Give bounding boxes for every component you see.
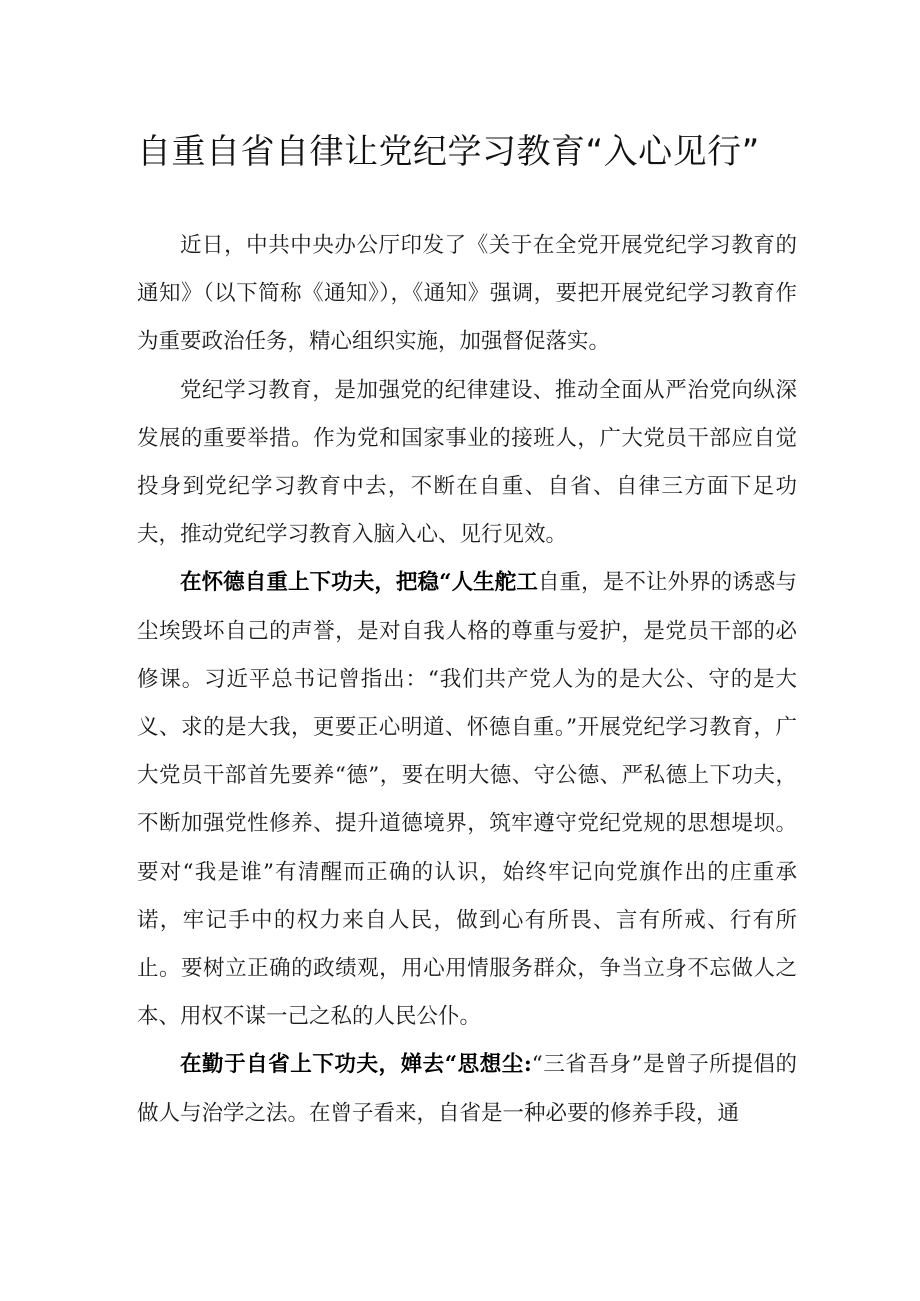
paragraph-2 xyxy=(137,367,797,560)
paragraph-text: 党纪学习教育，是加强党的纪律建设、推动全面从严治党向纵深发展的重要举措。作为党和国家事业的接班人，广大党员干部应自觉投身到党纪学习教育中去，不断在自重、自省、自律三方面下足功夫，推动党纪学习教育入脑入心、见行见效。 xyxy=(137,377,797,548)
paragraph-text: 自重，是不让外界的诱惑与尘埃毁坏自己的声誉，是对自我人格的尊重与爱护，是党员干部的必修课。习近平总书记曾指出：“我们共产党人为的是大公、守的是大义、求的是大我，更要正心明道、怀德自重。”开展党纪学习教育，广大党员干部首先要养“德”，要在明大德、守公德、严私德上下功夫，不断加强党性修养、提升道德境界，筑牢遵守党纪党规的思想堤坝。要对“我是谁”有清醒而正确的认识，始终牢记向党旗作出的庄重承诺，牢记手中的权力来自人民，做到心有所畏、言有所戒、行有所止。要树立正确的政绩观，用心用情服务群众，争当立身不忘做人之本、用权不谋一己之私的人民公仆。 xyxy=(137,570,797,1030)
paragraph-lead-heading: 在勤于自省上下功夫，婵去“思想尘: xyxy=(180,1052,532,1078)
paragraph-1 xyxy=(137,222,797,367)
paragraph-lead-heading: 在怀德自重上下功夫，把稳“人生舵工 xyxy=(180,570,538,596)
paragraph-text: “三省吾身”是曾子所提倡的做人与治学之法。在曾子看来，自省是一种必要的修养手段，通 xyxy=(137,1052,797,1126)
paragraph-4 xyxy=(137,1041,797,1137)
article-body xyxy=(137,222,797,1138)
paragraph-3 xyxy=(137,559,797,1041)
article-title: 自重自省自律让党纪学习教育“入心见行” xyxy=(137,132,760,172)
paragraph-text: 近日，中共中央办公厅印发了《关于在全党开展党纪学习教育的通知》（以下简称《通知》），《通知》强调，要把开展党纪学习教育作为重要政治任务，精心组织实施，加强督促落实。 xyxy=(137,233,797,355)
